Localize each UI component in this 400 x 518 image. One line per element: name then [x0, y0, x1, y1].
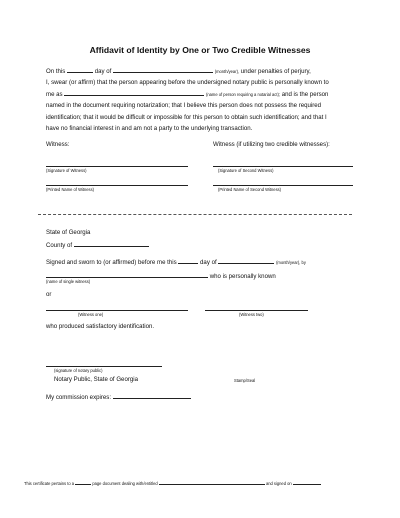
- day-blank[interactable]: [67, 66, 93, 73]
- county-blank[interactable]: [74, 240, 149, 247]
- witness-two-caption: (Witness two): [239, 312, 264, 317]
- signature-of-witness-caption: (Signature of Witness): [46, 168, 87, 173]
- on-this-label: On this: [46, 68, 66, 75]
- second-witness-printed-line[interactable]: [213, 185, 353, 186]
- notary-signature-caption: (signature of notary public): [54, 368, 103, 373]
- witness-one-caption: (Witness one): [78, 312, 104, 317]
- notary-day-blank[interactable]: [178, 257, 198, 264]
- commission-blank[interactable]: [113, 392, 191, 399]
- stamp-seal-label: Stamp/Seal: [234, 378, 256, 383]
- oath-line-2: I, swear (or affirm) that the person appearing before the undersigned notary public is personally known to: [46, 79, 329, 87]
- signed-sworn-row: [46, 257, 306, 266]
- county-row: [46, 240, 149, 249]
- notary-month-year-blank[interactable]: [218, 257, 274, 264]
- document-title: Affidavit of Identity by One or Two Credible Witnesses: [89, 45, 311, 55]
- day-of-label: day of: [94, 68, 112, 75]
- signed-sworn-text: Signed and sworn to (or affirmed) before me this: [46, 259, 177, 266]
- oath-line-5: identification; that it would be difficult or impossible for this person to obtain such identification; and that I: [46, 113, 327, 121]
- footer-signed-on-text: and signed on: [265, 481, 292, 486]
- single-witness-blank[interactable]: [46, 271, 208, 278]
- printed-name-of-second-witness-caption: (Printed Name of Second Witness): [218, 187, 282, 192]
- notary-month-year-label: (month/year), by: [276, 260, 306, 265]
- notary-public-label: Notary Public, State of Georgia: [54, 376, 139, 383]
- oath-line-4: named in the document requiring notarization; that I believe this person does not possess the required: [46, 102, 322, 110]
- person-name-blank[interactable]: [64, 89, 204, 96]
- me-as-label: me as: [46, 90, 63, 98]
- month-year-blank[interactable]: [113, 66, 213, 73]
- or-label: or: [46, 291, 52, 298]
- printed-name-of-witness-caption: (Printed Name of Witness): [46, 187, 95, 192]
- single-witness-caption: (name of single witness): [46, 279, 91, 284]
- footer-date-blank[interactable]: [293, 480, 321, 485]
- section-divider: [38, 214, 352, 215]
- footer-page-count-blank[interactable]: [75, 480, 91, 485]
- produced-id-text: who produced satisfactory identification.: [46, 323, 155, 330]
- notary-day-of-label: day of: [200, 259, 217, 266]
- footer-pertains-text: This certificate pertains to a: [24, 481, 75, 486]
- footer-certificate: [24, 480, 321, 486]
- witness-printed-line[interactable]: [46, 185, 188, 186]
- witness-signature-line[interactable]: [46, 166, 188, 167]
- witness-label: Witness:: [46, 141, 70, 148]
- under-penalties-text: under penalties of perjury,: [240, 68, 311, 75]
- commission-row: [46, 392, 191, 401]
- commission-label: My commission expires:: [46, 394, 112, 401]
- witness-two-line[interactable]: [205, 310, 308, 311]
- second-witness-label: Witness (if utilizing two credible witnesses):: [213, 141, 330, 148]
- signature-of-second-witness-caption: (Signature of Second Witness): [218, 168, 274, 173]
- name-requiring-label: (name of person requiring a notarial act);: [206, 91, 280, 97]
- state-label: State of Georgia: [46, 229, 91, 236]
- personally-known-text: who is personally known: [209, 273, 276, 280]
- footer-page-doc-text: page document dealing with/entitled: [92, 481, 158, 486]
- notary-signature-line[interactable]: [46, 366, 162, 367]
- month-year-label: (month/year),: [214, 69, 240, 74]
- second-witness-signature-line[interactable]: [213, 166, 353, 167]
- oath-paragraph: [46, 66, 364, 134]
- oath-line-6: have no financial interest in and am not a party to the underlying transaction.: [46, 125, 253, 133]
- witness-one-line[interactable]: [46, 310, 188, 311]
- county-label: County of: [46, 242, 73, 249]
- footer-title-blank[interactable]: [159, 480, 265, 485]
- and-is-text: and is the person: [281, 90, 329, 98]
